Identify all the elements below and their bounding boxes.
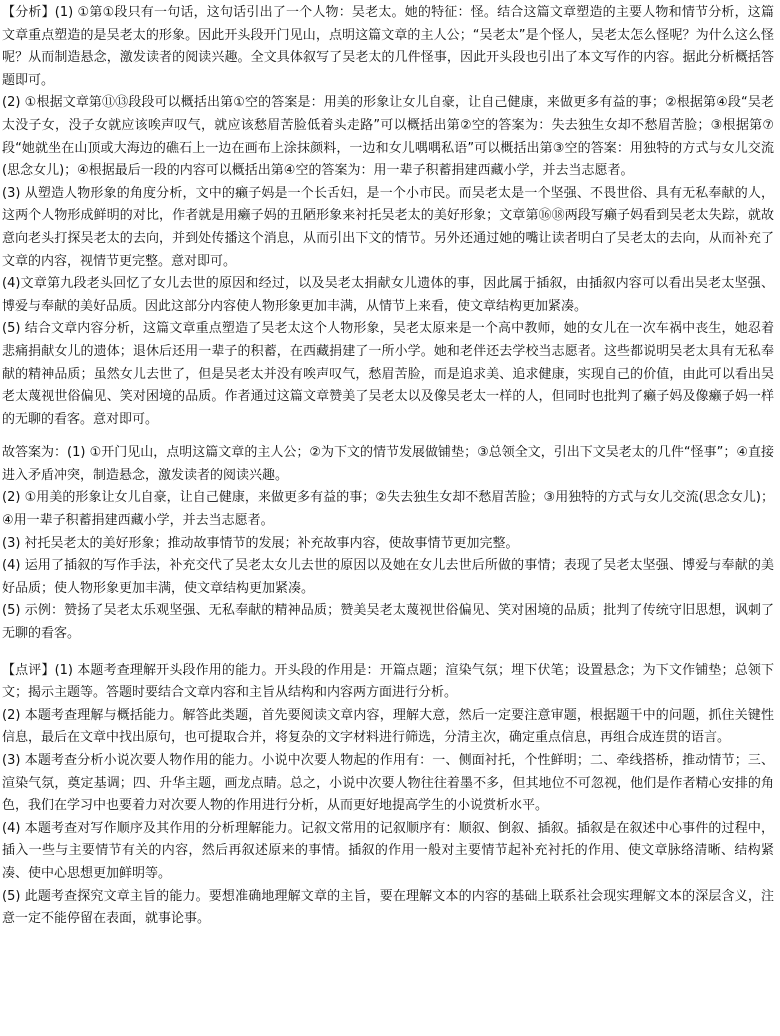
analysis-paragraph-2: (2) ①根据文章第⑪⑬段段可以概括出第①空的答案是：用美的形象让女儿自豪，让自己健康，来做更多有益的事；②根据第④段“吴老太没子女，没子女就应该唉声叹气，就应该愁眉苦脸低着头走路”可以概括出第②空的答案为：失去独生女却不愁眉苦脸；③根据第⑦段“她就坐在山顶或大海边的礁石上一边在画布上涂抹颜料，一边和女儿喁喁私语”可以概括出第③空的答案：用独特的方式与女儿交流(思念女儿)；④根据最后一段的内容可以概括出第④空的答案为：用一辈子积蓄捐建西藏小学，并去当志愿者。 xyxy=(2,95,774,179)
analysis-paragraph-5: (5) 结合文章内容分析，这篇文章重点塑造了吴老太这个人物形象，吴老太原来是一个高中教师，她的女儿在一次车祸中丧生，她忍着悲痛捐献女儿的遗体；退休后还用一辈子的积蓄，在西藏捐建了一所小学。她和老伴还去学校当志愿者。这些都说明吴老太具有无私奉献的精神品质；虽然女儿去世了，但是吴老太并没有唉声叹气，愁眉苦脸，而是追求美、追求健康，实现自己的价值，由此可以看出吴老太蔑视世俗偏见、笑对困境的品质。作者通过这篇文章赞美了吴老太以及像吴老太一样的人，但同时也批判了癞子妈及像癞子妈一样的无聊的看客。意对即可。 xyxy=(2,321,774,427)
answer-paragraph-2: (2) ①用美的形象让女儿自豪，让自己健康，来做更多有益的事；②失去独生女却不愁眉苦脸；③用独特的方式与女儿交流(思念女儿)；④用一辈子积蓄捐建西藏小学，并去当志愿者。 xyxy=(2,490,774,529)
analysis-section xyxy=(2,2,774,431)
answer-paragraph-1: 故答案为：(1) ①开门见山，点明这篇文章的主人公；②为下文的情节发展做铺垫；③总领全文，引出下文吴老太的几件“怪事”；④直接进入矛盾冲突，制造悬念，激发读者的阅读兴趣。 xyxy=(2,445,774,483)
comment-paragraph-2: (2) 本题考查理解与概括能力。解答此类题，首先要阅读文章内容，理解大意，然后一定要注意审题，根据题干中的问题，抓住关键性信息，最后在文章中找出原句，也可提取合并，将复杂的文字材料进行筛选，分清主次，确定重点信息，再组合成连贯的语言。 xyxy=(2,707,774,746)
answer-paragraph-5: (5) 示例：赞扬了吴老太乐观坚强、无私奉献的精神品质；赞美吴老太蔑视世俗偏见、笑对困境的品质；批判了传统守旧思想，讽刺了无聊的看客。 xyxy=(2,603,774,642)
section-gap xyxy=(2,646,774,660)
comment-paragraph-5: (5) 此题考查探究文章主旨的能力。要想准确地理解文章的主旨，要在理解文本的内容的基础上联系社会现实理解文本的深层含义，注意一定不能停留在表面，就事论事。 xyxy=(2,888,774,927)
comment-paragraph-4: (4) 本题考查对写作顺序及其作用的分析理解能力。记叙文常用的记叙顺序有：顺叙、倒叙、插叙。插叙是在叙述中心事件的过程中，插入一些与主要情节有关的内容，然后再叙述原来的事情。插叙的作用一般对主要情节起补充衬托的作用、使文章脉络清晰、结构紧凑、使中心思想更加鲜明等。 xyxy=(2,820,774,881)
answer-paragraph-4: (4) 运用了插叙的写作手法，补充交代了吴老太女儿去世的原因以及她在女儿去世后所做的事情；表现了吴老太坚强、博爱与奉献的美好品质；使人物形象更加丰满，使文章结构更加紧凑。 xyxy=(2,558,774,596)
analysis-paragraph-1: 【分析】(1) ①第①段只有一句话，这句话引出了一个人物：吴老太。她的特征：怪。结合这篇文章塑造的主要人物和情节分析，这篇文章重点塑造的是吴老太的形象。因此开头段开门见山，点明这篇文章的主人公；“吴老太”是个怪人，吴老太怎么怪呢？为什么这么怪呢？从而制造悬念，激发读者的阅读兴趣。全文具体叙写了吴老太的几件怪事，因此开头段也引出了本文写作的内容。据此分析概括答题即可。 xyxy=(2,5,774,88)
comment-paragraph-3: (3) 本题考查分析小说次要人物作用的能力。小说中次要人物起的作用有：一、侧面衬托，个性鲜明；二、牵线搭桥，推动情节；三、渲染气氛，奠定基调；四、升华主题，画龙点睛。总之，小说中次要人物往往着墨不多，但其地位不可忽视，他们是作者精心安排的角色，我们在学习中也要着力对次要人物的作用进行分析，从而更好地提高学生的小说赏析水平。 xyxy=(2,753,774,814)
analysis-paragraph-4: (4)文章第九段老头回忆了女儿去世的原因和经过，以及吴老太捐献女儿遗体的事，因此属于插叙，由插叙内容可以看出吴老太坚强、博爱与奉献的美好品质。因此这部分内容使人物形象更加丰满，从情节上来看，使文章结构更加紧凑。 xyxy=(2,276,774,314)
comment-paragraph-1: 【点评】(1) 本题考查理解开头段作用的能力。开头段的作用是：开篇点题；渲染气氛；埋下伏笔；设置悬念；为下文作铺垫；总领下文；揭示主题等。答题时要结合文章内容和主旨从结构和内容两方面进行分析。 xyxy=(2,662,774,701)
comments-section xyxy=(2,660,774,931)
analysis-paragraph-3: (3) 从塑造人物形象的角度分析，文中的癞子妈是一个长舌妇，是一个小市民。而吴老太是一个坚强、不畏世俗、具有无私奉献的人，这两个人物形成鲜明的对比，作者就是用癞子妈的丑陋形象来衬托吴老太的美好形象；文章第⑯⑱两段写癞子妈看到吴老太失踪，就故意向老头打探吴老太的去向，并到处传播这个消息，从而引出下文的情节。另外还通过她的嘴让读者明白了吴老太的去向，从而补充了文章的内容，视情节更完整。意对即可。 xyxy=(2,185,774,269)
answers-section xyxy=(2,442,774,645)
section-gap xyxy=(2,431,774,442)
answer-paragraph-3: (3) 衬托吴老太的美好形象；推动故事情节的发展；补充故事内容，使故事情节更加完整。 xyxy=(2,535,519,551)
